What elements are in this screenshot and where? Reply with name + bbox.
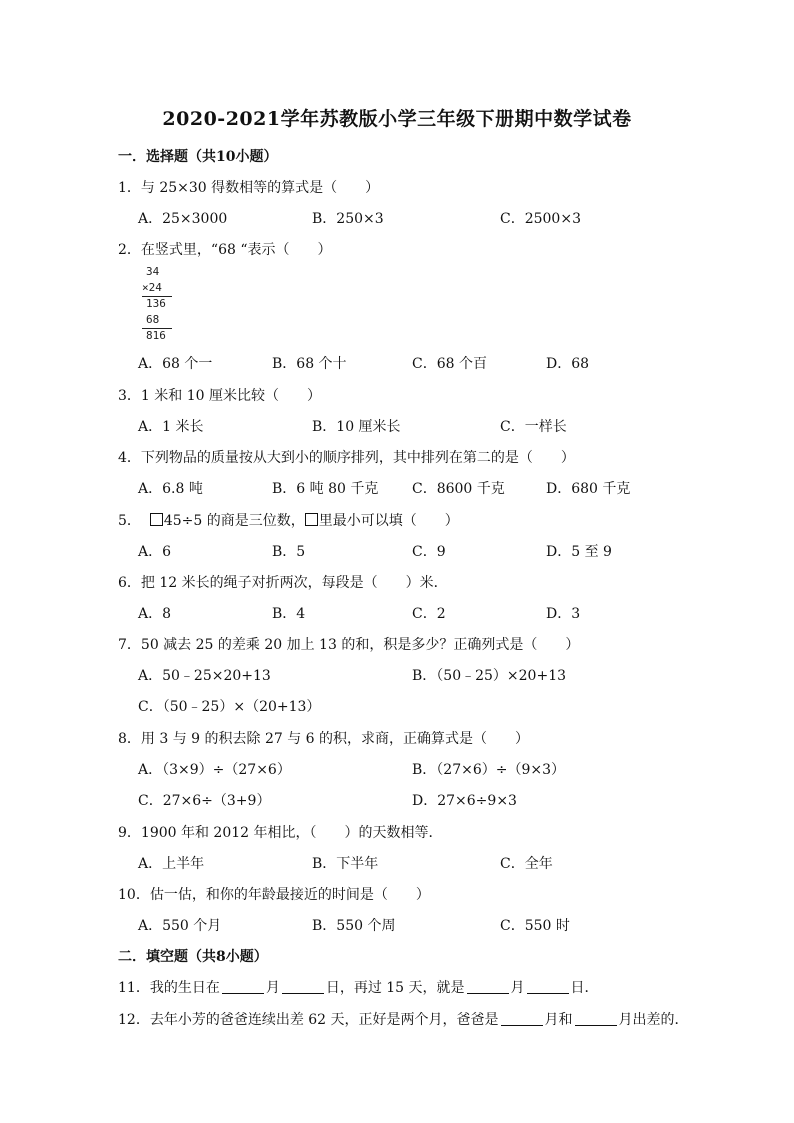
question-8: 8．用 3 与 9 的积去除 27 与 6 的积，求商，正确算式是（ ）: [118, 731, 530, 747]
answer-blank[interactable]: [501, 1011, 543, 1026]
question-2: 2．在竖式里，“68 “表示（ ）: [118, 242, 332, 258]
q1-option-c: C．2500×3: [500, 211, 581, 227]
q1-option-a: A．25×3000: [138, 211, 228, 227]
question-1: 1．与 25×30 得数相等的算式是（ ）: [118, 180, 380, 196]
question-10: 10．估一估，和你的年龄最接近的时间是（ ）: [118, 887, 430, 903]
section-heading-choice: 一．选择题（共10小题）: [118, 149, 278, 165]
q4-option-c: C．8600 千克: [412, 481, 505, 497]
q9-option-a: A．上半年: [138, 856, 205, 872]
q10-option-b: B．550 个周: [312, 918, 396, 934]
question-3: 3．1 米和 10 厘米比较（ ）: [118, 388, 321, 404]
question-7: 7．50 减去 25 的差乘 20 加上 13 的和，积是多少？正确列式是（ ）: [118, 637, 580, 653]
q12-text-3: 月出差的．: [618, 1012, 689, 1028]
vertical-multiplication: [142, 264, 182, 344]
q7-option-a: A．50﹣25×20+13: [138, 668, 271, 684]
calc-line-4: 68: [142, 312, 172, 329]
q2-option-d: D．68: [546, 356, 590, 372]
q3-option-b: B．10 厘米长: [312, 419, 401, 435]
calc-line-1: 34: [146, 265, 160, 278]
question-4: 4．下列物品的质量按从大到小的顺序排列，其中排列在第二的是（ ）: [118, 450, 575, 466]
q8-option-a: A．（3×9）÷（27×6）: [138, 762, 291, 778]
question-5: [118, 510, 459, 530]
page-title: 2020-2021学年苏教版小学三年级下册期中数学试卷: [162, 108, 632, 130]
question-12: [118, 1009, 689, 1029]
q11-text-3: 日，再过 15 天，就是: [325, 980, 465, 996]
q5-option-c: C．9: [412, 544, 446, 560]
answer-blank[interactable]: [467, 979, 509, 994]
calc-line-3: 136: [146, 297, 166, 310]
q2-option-b: B．68 个十: [272, 356, 347, 372]
section-heading-fill: 二．填空题（共8小题）: [118, 949, 268, 965]
answer-blank[interactable]: [527, 979, 569, 994]
q5-text-b: 里最小可以填（ ）: [318, 513, 459, 529]
q5-option-d: D．5 至 9: [546, 544, 612, 560]
blank-box-icon: [150, 513, 163, 526]
blank-box-icon: [305, 513, 318, 526]
q12-text-1: 12．去年小芳的爸爸连续出差 62 天，正好是两个月，爸爸是: [118, 1012, 499, 1028]
q8-option-c: C．27×6÷（3+9）: [138, 793, 271, 809]
q4-option-b: B．6 吨 80 千克: [272, 481, 379, 497]
q3-option-c: C．一样长: [500, 419, 567, 435]
question-9: 9．1900 年和 2012 年相比，（ ）的天数相等．: [118, 825, 443, 841]
answer-blank[interactable]: [575, 1011, 617, 1026]
q3-option-a: A．1 米长: [138, 419, 204, 435]
q1-option-b: B．250×3: [312, 211, 384, 227]
q5-option-a: A．6: [138, 544, 172, 560]
q10-option-a: A．550 个月: [138, 918, 222, 934]
q11-text-5: 日．: [570, 980, 599, 996]
q11-text-2: 月: [265, 980, 280, 996]
q8-option-d: D．27×6÷9×3: [412, 793, 517, 809]
q5-option-b: B．5: [272, 544, 306, 560]
q11-text-1: 11．我的生日在: [118, 980, 220, 996]
answer-blank[interactable]: [222, 979, 264, 994]
q10-option-c: C．550 时: [500, 918, 570, 934]
q6-option-b: B．4: [272, 606, 306, 622]
question-6: 6．把 12 米长的绳子对折两次，每段是（ ）米．: [118, 575, 448, 591]
q7-option-c: C．（50﹣25）×（20+13）: [138, 699, 321, 715]
calc-line-2: ×24: [142, 280, 172, 297]
q9-option-b: B．下半年: [312, 856, 379, 872]
q6-option-a: A．8: [138, 606, 172, 622]
q5-text-a: 45÷5 的商是三位数，: [163, 513, 305, 529]
q12-text-2: 月和: [544, 1012, 573, 1028]
q9-option-c: C．全年: [500, 856, 553, 872]
q2-option-c: C．68 个百: [412, 356, 487, 372]
answer-blank[interactable]: [282, 979, 324, 994]
q6-option-d: D．3: [546, 606, 581, 622]
q8-option-b: B．（27×6）÷（9×3）: [412, 762, 566, 778]
q6-option-c: C．2: [412, 606, 446, 622]
q2-option-a: A．68 个一: [138, 356, 213, 372]
q5-number: 5．: [118, 513, 141, 529]
q4-option-d: D．680 千克: [546, 481, 631, 497]
q4-option-a: A．6.8 吨: [138, 481, 203, 497]
q7-option-b: B．（50﹣25）×20+13: [412, 668, 567, 684]
question-11: [118, 977, 599, 997]
q11-text-4: 月: [510, 980, 525, 996]
calc-line-5: 816: [146, 329, 166, 342]
